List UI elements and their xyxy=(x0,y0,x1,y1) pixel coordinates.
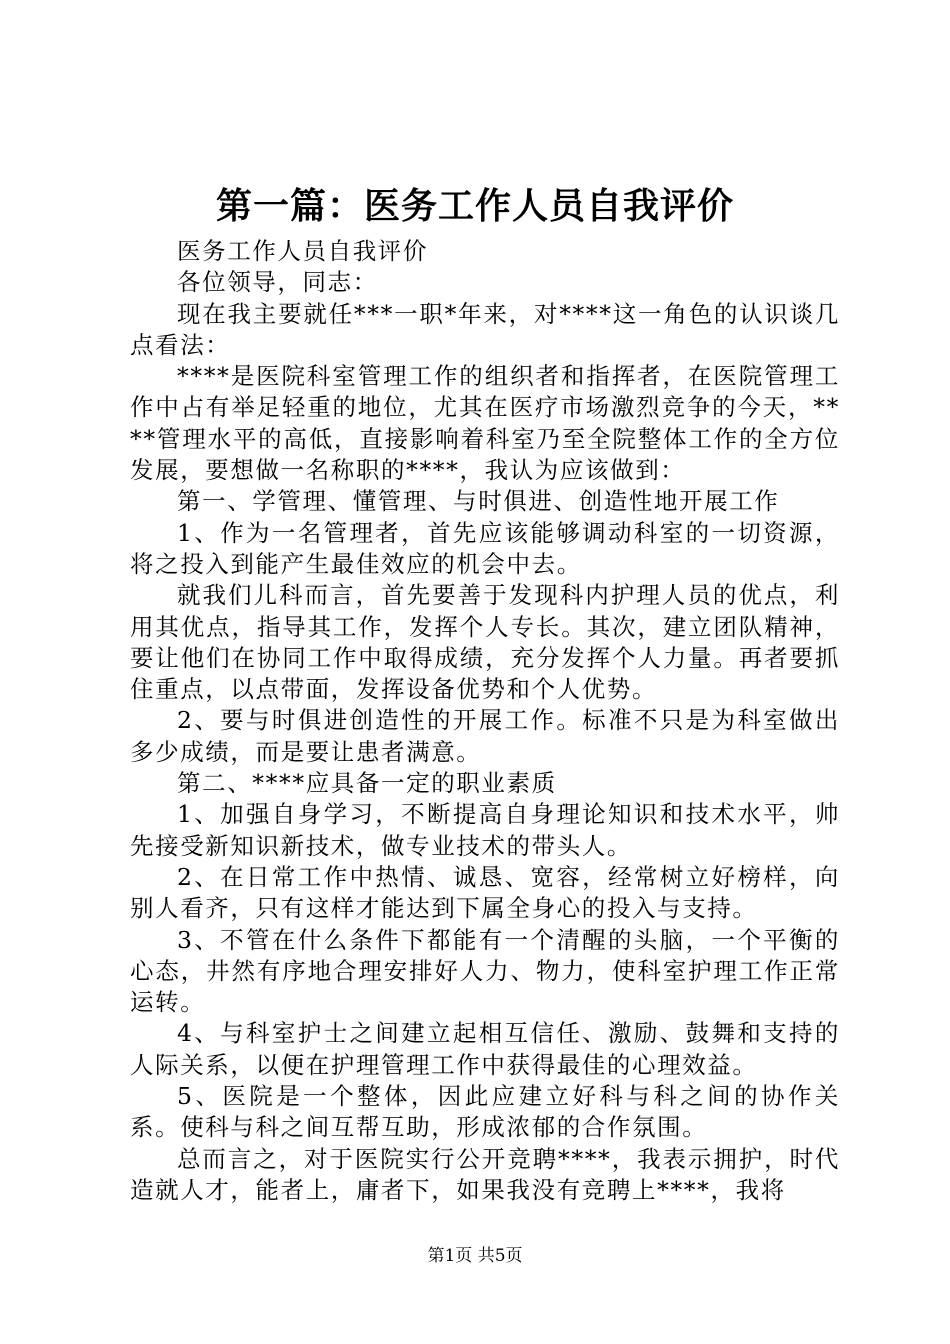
paragraph-section-2-item-3: 3、不管在什么条件下都能有一个清醒的头脑，一个平衡的心态，井然有序地合理安排好人力、物力，使科室护理工作正常运转。 xyxy=(130,925,840,1017)
paragraph-section-1-item-2: 2、要与时俱进创造性的开展工作。标准不只是为科室做出多少成绩，而是要让患者满意。 xyxy=(130,706,840,766)
document-body xyxy=(130,236,840,1206)
paragraph-subtitle: 医务工作人员自我评价 xyxy=(177,237,428,265)
paragraph-section-1-heading: 第一、学管理、懂管理、与时俱进、创造性地开展工作 xyxy=(177,487,780,516)
paragraph-section-1-item-1: 1、作为一名管理者，首先应该能够调动科室的一切资源，将之投入到能产生最佳效应的机会中去。 xyxy=(130,518,840,578)
paragraph-salutation: 各位领导，同志： xyxy=(177,268,378,297)
paragraph-pediatrics: 就我们儿科而言，首先要善于发现科内护理人员的优点，利用其优点，指导其工作，发挥个人专长。其次，建立团队精神，要让他们在协同工作中取得成绩，充分发挥个人力量。再者要抓住重点，以点带面，发挥设备优势和个人优势。 xyxy=(130,581,840,704)
document-title: 第一篇：医务工作人员自我评价 xyxy=(215,186,734,227)
paragraph-role: ****是医院科室管理工作的组织者和指挥者，在医院管理工作中占有举足轻重的地位，尤其在医疗市场激烈竞争的今天，****管理水平的高低，直接影响着科室乃至全院整体工作的全方位发展，要想做一名称职的****，我认为应该做到： xyxy=(130,362,840,485)
paragraph-section-2-item-1: 1、加强自身学习，不断提高自身理论知识和技术水平，帅先接受新知识新技术，做专业技术的带头人。 xyxy=(130,800,840,860)
paragraph-section-2-item-2: 2、在日常工作中热情、诚恳、宽容，经常树立好榜样，向别人看齐，只有这样才能达到下属全身心的投入与支持。 xyxy=(130,862,840,923)
paragraph-section-2-item-4: 4、与科室护士之间建立起相互信任、激励、鼓舞和支持的人际关系，以便在护理管理工作中获得最佳的心理效益。 xyxy=(130,1019,840,1079)
paragraph-section-2-item-5: 5、医院是一个整体，因此应建立好科与科之间的协作关系。使科与科之间互帮互助，形成浓郁的合作氛围。 xyxy=(130,1082,840,1142)
paragraph-section-2-heading: 第二、****应具备一定的职业素质 xyxy=(177,769,557,798)
page-number-footer: 第1页 共5页 xyxy=(427,1246,523,1266)
paragraph-conclusion: 总而言之，对于医院实行公开竞聘****，我表示拥护，时代造就人才，能者上，庸者下，如果我没有竞聘上****，我将 xyxy=(130,1144,840,1204)
paragraph-intro: 现在我主要就任***一职*年来，对****这一角色的认识谈几点看法： xyxy=(130,299,840,359)
